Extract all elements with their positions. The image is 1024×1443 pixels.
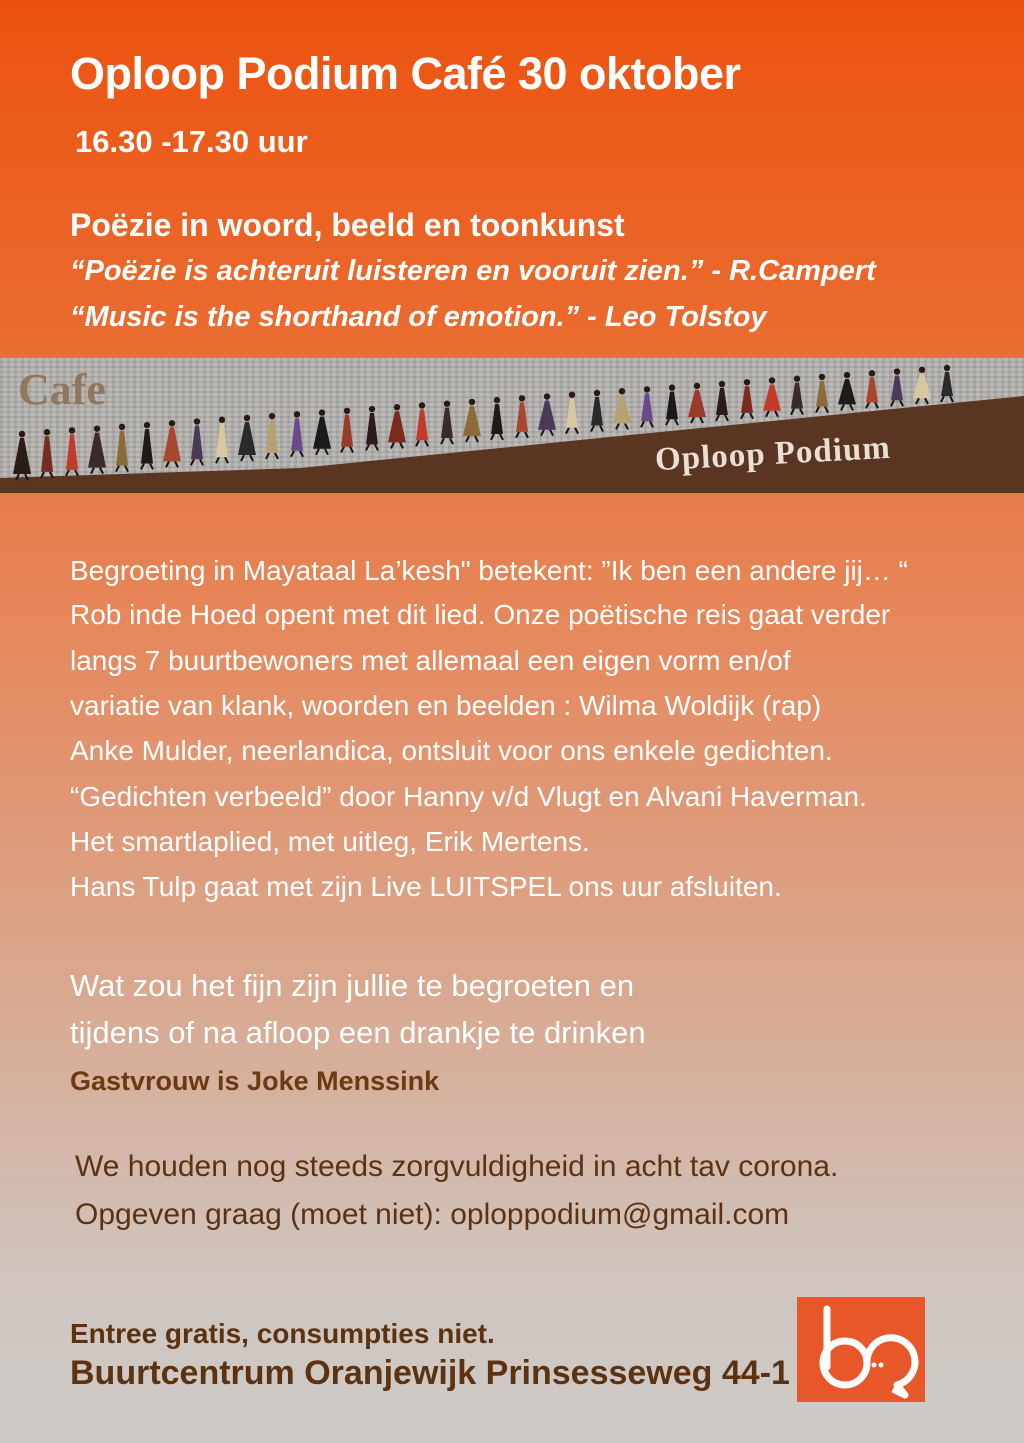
walking-figure [516, 395, 528, 438]
walking-figure [491, 397, 503, 440]
walking-figure [791, 376, 803, 415]
walking-figure [141, 422, 153, 470]
walking-figure [163, 420, 181, 467]
walking-figure [266, 413, 278, 459]
walking-figure [463, 399, 481, 442]
invitation-line: Wat zou het fijn zijn jullie te begroeten en [70, 968, 635, 1003]
walking-figure [913, 367, 931, 405]
program-line: Begroeting in Mayataal La’kesh" betekent: ”Ik ben een andere jij… “ [70, 555, 908, 586]
host-text: Gastvrouw is Joke Menssink [70, 1066, 440, 1096]
registration-note: Opgeven graag (moet niet): oploppodium@gmail.com [75, 1198, 790, 1231]
walking-figure [866, 370, 878, 408]
walking-figure [741, 379, 753, 419]
walking-figure [641, 386, 653, 427]
entry-info: Entree gratis, consumpties niet. [70, 1318, 495, 1349]
walking-figure [41, 429, 53, 478]
walking-figure [838, 372, 856, 410]
event-subtitle: Poëzie in woord, beeld en toonkunst [70, 207, 625, 243]
walking-figure [566, 392, 578, 434]
corona-note: We houden nog steeds zorgvuldigheid in acht tav corona. [75, 1150, 839, 1183]
bo-logo-icon [797, 1297, 925, 1402]
program-line: Anke Mulder, neerlandica, ontsluit voor ons enkele gedichten. [70, 735, 833, 766]
walking-figure [88, 425, 106, 473]
walking-figure [613, 388, 631, 429]
walking-figure [416, 402, 428, 446]
walking-figure [291, 411, 303, 457]
program-line: Rob inde Hoed opent met dit lied. Onze poëtische reis gaat verder [70, 599, 891, 630]
program-line: Hans Tulp gaat met zijn Live LUITSPEL ons uur afsluiten. [70, 871, 782, 902]
program-line: “Gedichten verbeeld” door Hanny v/d Vlugt en Alvani Haverman. [70, 781, 867, 812]
banner-cafe-text: Cafe [18, 365, 106, 414]
walking-figure [441, 400, 453, 444]
banner-artwork [0, 358, 1024, 493]
program-line: variatie van klank, woorden en beelden : Wilma Woldijk (rap) [70, 690, 822, 721]
venue-address: Buurtcentrum Oranjewijk Prinsesseweg 44-1 [70, 1354, 790, 1392]
walking-figure [816, 374, 828, 413]
walking-figure [66, 427, 78, 476]
walking-figure [388, 404, 406, 448]
walking-figure [341, 408, 353, 453]
walking-figure [688, 383, 706, 423]
walking-figure [313, 409, 331, 454]
banner-podium-text: Oploop Podium [654, 429, 892, 479]
walking-figure [191, 418, 203, 465]
quote-tolstoy: “Music is the shorthand of emotion.” - Leo Tolstoy [70, 301, 767, 333]
walking-figure [538, 393, 556, 435]
invitation-line: tijdens of na afloop een drankje te drinken [70, 1015, 646, 1050]
event-time: 16.30 -17.30 uur [75, 124, 308, 159]
quote-campert: “Poëzie is achteruit luisteren en vooruit zien.” - R.Campert [70, 255, 876, 287]
logo-mark [797, 1297, 925, 1402]
walking-figure [941, 365, 953, 402]
walking-figure [238, 415, 256, 461]
event-title: Oploop Podium Café 30 oktober [70, 48, 741, 99]
walking-figure [591, 390, 603, 432]
walking-figure [116, 424, 128, 472]
walking-figure [716, 381, 728, 421]
walking-figure [763, 377, 781, 416]
walking-figure [13, 431, 31, 480]
cafe-banner-image [0, 358, 1024, 493]
walking-figure [891, 368, 903, 406]
walking-figure [366, 406, 378, 451]
program-line: langs 7 buurtbewoners met allemaal een eigen vorm en/of [70, 645, 791, 676]
program-line: Het smartlaplied, met uitleg, Erik Mertens. [70, 826, 590, 857]
walking-figure [666, 384, 678, 425]
walking-figure [216, 417, 228, 464]
